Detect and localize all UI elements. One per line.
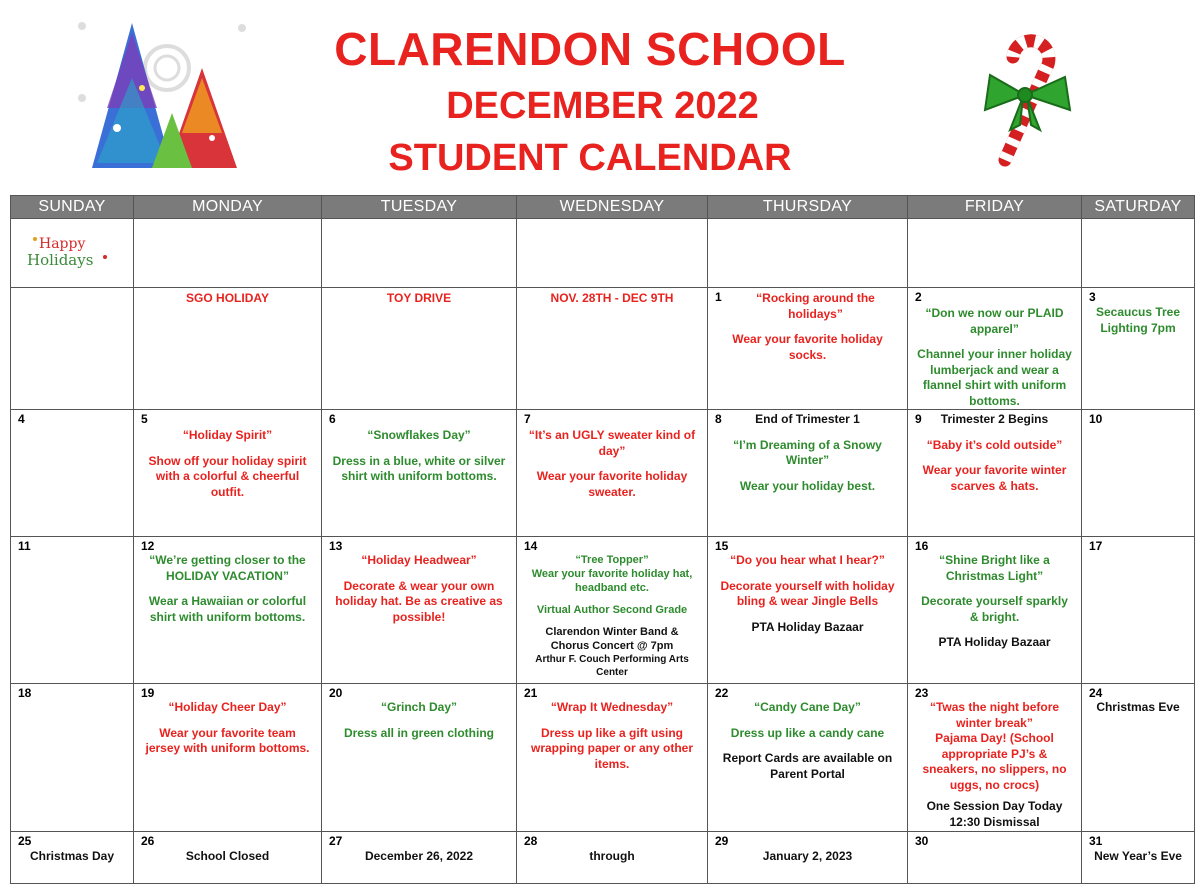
day-number: 21 — [524, 686, 538, 700]
day-cell — [517, 684, 708, 832]
day-cell — [908, 537, 1082, 684]
day-cell — [134, 537, 322, 684]
day-number: 5 — [141, 412, 148, 426]
day-note: Trimester 2 Begins — [940, 412, 1049, 426]
day-description: Decorate yourself with holiday bling & wear Jingle Bells — [720, 578, 895, 608]
happy-holidays-logo — [25, 231, 115, 271]
day-cell — [134, 288, 322, 410]
day-note: December 26, 2022 — [364, 849, 474, 863]
day-cell — [708, 219, 908, 288]
weekday-tuesday: TUESDAY — [322, 196, 517, 219]
day-cell — [11, 537, 134, 684]
day-number: 1 — [715, 290, 722, 304]
day-theme: “We’re getting closer to the HOLIDAY VACATION” — [149, 553, 306, 583]
day-cell — [322, 288, 517, 410]
day-number: 27 — [329, 834, 343, 848]
day-theme: “Candy Cane Day” — [754, 700, 861, 714]
day-cell — [322, 537, 517, 684]
day-number: 3 — [1089, 290, 1096, 304]
day-cell — [134, 832, 322, 884]
week-row — [11, 219, 1195, 288]
day-description: Wear your favorite team jersey with uniform bottoms. — [145, 725, 310, 755]
day-cell — [908, 410, 1082, 537]
day-number: 30 — [915, 834, 929, 848]
week-row — [11, 537, 1195, 684]
day-cell — [11, 219, 134, 288]
day-description: Decorate & wear your own holiday hat. Be as creative as possible! — [335, 578, 503, 624]
day-number: 24 — [1089, 686, 1103, 700]
day-cell — [11, 288, 134, 410]
day-theme: “Wrap It Wednesday” — [550, 700, 674, 714]
day-cell — [708, 684, 908, 832]
day-description: Wear your holiday best. — [739, 478, 876, 493]
svg-text:Happy: Happy — [39, 236, 86, 252]
day-note: New Year’s Eve — [1094, 849, 1182, 863]
day-cell — [1082, 219, 1195, 288]
day-number: 11 — [18, 539, 31, 553]
day-theme: “Rocking around the holidays” — [756, 291, 875, 321]
day-number: 29 — [715, 834, 729, 848]
day-cell — [322, 410, 517, 537]
day-number: 4 — [18, 412, 25, 426]
day-cell — [134, 219, 322, 288]
day-description: Channel your inner holiday lumberjack and wear a flannel shirt with uniform bottoms. — [917, 347, 1072, 408]
day-note: Secaucus Tree Lighting 7pm — [1095, 305, 1181, 335]
day-theme: “Shine Bright like a Christmas Light” — [939, 553, 1050, 583]
day-note: End of Trimester 1 — [755, 412, 860, 426]
day-number: 28 — [524, 834, 538, 848]
day-theme: “I’m Dreaming of a Snowy Winter” — [733, 437, 882, 467]
day-cell — [134, 410, 322, 537]
day-note: PTA Holiday Bazaar — [938, 635, 1051, 649]
weekday-sunday: SUNDAY — [11, 196, 134, 219]
date-range-banner: NOV. 28TH - DEC 9TH — [550, 291, 674, 305]
day-number: 16 — [915, 539, 929, 553]
day-theme: “Snowflakes Day” — [367, 428, 471, 442]
day-description: Show off your holiday spirit with a colorful & cheerful outfit. — [148, 453, 307, 499]
calendar-subtitle: STUDENT CALENDAR — [388, 137, 792, 179]
weekday-friday: FRIDAY — [908, 196, 1082, 219]
day-theme: “Holiday Spirit” — [182, 428, 273, 442]
weekday-thursday: THURSDAY — [708, 196, 908, 219]
day-number: 23 — [915, 686, 929, 700]
day-theme: “Tree Topper” — [575, 554, 649, 566]
day-cell — [322, 832, 517, 884]
calendar-header — [0, 0, 1200, 195]
day-description: Dress up like a candy cane — [730, 725, 885, 740]
day-number: 8 — [715, 412, 722, 426]
day-number: 20 — [329, 686, 343, 700]
day-note: School Closed — [185, 849, 270, 863]
day-number: 31 — [1089, 834, 1103, 848]
day-theme: “It’s an UGLY sweater kind of day” — [528, 428, 696, 458]
day-theme: “Don we now our PLAID apparel” — [925, 306, 1064, 336]
day-note: One Session Day Today 12:30 Dismissal — [926, 799, 1063, 829]
day-number: 18 — [18, 686, 32, 700]
day-number: 7 — [524, 412, 531, 426]
concert-note: Clarendon Winter Band & Chorus Concert @ 7pm — [545, 626, 679, 652]
candy-cane-icon — [975, 25, 1075, 170]
day-number: 19 — [141, 686, 155, 700]
day-theme: “Do you hear what I hear?” — [730, 553, 885, 567]
day-description: Wear your favorite holiday hat, headband etc. — [531, 568, 693, 594]
day-cell — [322, 684, 517, 832]
day-number: 2 — [915, 290, 922, 304]
day-theme: “Holiday Headwear” — [361, 553, 477, 567]
day-cell — [1082, 832, 1195, 884]
day-cell — [708, 410, 908, 537]
day-cell — [908, 832, 1082, 884]
day-number: 12 — [141, 539, 155, 553]
day-cell — [11, 410, 134, 537]
day-cell — [1082, 288, 1195, 410]
day-number: 25 — [18, 834, 32, 848]
weekday-wednesday: WEDNESDAY — [517, 196, 708, 219]
concert-venue: Arthur F. Couch Performing Arts Center — [535, 654, 689, 678]
weekday-header-row — [11, 196, 1195, 219]
day-description: Dress in a blue, white or silver shirt with uniform bottoms. — [332, 453, 506, 483]
day-description: Wear your favorite holiday socks. — [732, 332, 883, 362]
day-note: January 2, 2023 — [762, 849, 853, 863]
day-number: 10 — [1089, 412, 1103, 426]
virtual-author-note: Virtual Author Second Grade — [536, 604, 688, 616]
day-description: Decorate yourself sparkly & bright. — [921, 594, 1068, 624]
day-cell — [908, 219, 1082, 288]
weekday-monday: MONDAY — [134, 196, 322, 219]
calendar-grid — [10, 195, 1195, 884]
day-description: Pajama Day! (School appropriate PJ’s & sneakers, no slippers, no uggs, no crocs) — [922, 731, 1067, 792]
day-cell — [517, 832, 708, 884]
day-note: Christmas Day — [29, 849, 115, 863]
day-cell — [708, 537, 908, 684]
day-number: 14 — [524, 539, 538, 553]
day-description: Dress all in green clothing — [343, 725, 495, 740]
day-cell — [11, 684, 134, 832]
day-cell — [322, 219, 517, 288]
day-cell — [517, 288, 708, 410]
week-row — [11, 288, 1195, 410]
day-note: through — [589, 849, 635, 863]
day-theme: “Grinch Day” — [380, 700, 458, 714]
day-number: 15 — [715, 539, 729, 553]
day-theme: “Holiday Cheer Day” — [168, 700, 287, 714]
day-number: 26 — [141, 834, 155, 848]
school-title: CLARENDON SCHOOL — [334, 23, 846, 75]
day-number: 13 — [329, 539, 343, 553]
day-note: Report Cards are available on Parent Portal — [722, 751, 893, 781]
week-row — [11, 684, 1195, 832]
day-cell — [908, 684, 1082, 832]
day-cell — [1082, 684, 1195, 832]
day-note: PTA Holiday Bazaar — [751, 619, 864, 634]
day-description: Wear your favorite holiday sweater. — [536, 469, 688, 499]
day-description: Wear a Hawaiian or colorful shirt with uniform bottoms. — [148, 594, 307, 624]
svg-text:Holidays: Holidays — [27, 251, 94, 269]
day-description: Dress up like a gift using wrapping paper or any other items. — [530, 725, 694, 771]
day-cell — [708, 832, 908, 884]
day-note: Christmas Eve — [1096, 700, 1180, 714]
day-description: Wear your favorite winter scarves & hats. — [922, 463, 1067, 493]
day-cell — [11, 832, 134, 884]
day-cell — [517, 219, 708, 288]
week-row — [11, 832, 1195, 884]
day-number: 22 — [715, 686, 729, 700]
day-cell — [1082, 410, 1195, 537]
month-title: DECEMBER 2022 — [446, 85, 759, 127]
day-cell — [517, 537, 708, 684]
day-theme: “Twas the night before winter break” — [929, 700, 1060, 730]
day-cell — [708, 288, 908, 410]
day-cell — [134, 684, 322, 832]
day-number: 17 — [1089, 539, 1103, 553]
weekday-saturday: SATURDAY — [1082, 196, 1195, 219]
week-row — [11, 410, 1195, 537]
toy-drive-banner: TOY DRIVE — [386, 291, 452, 305]
day-cell — [1082, 537, 1195, 684]
sgo-holiday-banner: SGO HOLIDAY — [186, 291, 269, 305]
day-theme: “Baby it’s cold outside” — [926, 437, 1063, 452]
day-cell — [908, 288, 1082, 410]
day-number: 6 — [329, 412, 336, 426]
day-number: 9 — [915, 412, 922, 426]
day-cell — [517, 410, 708, 537]
